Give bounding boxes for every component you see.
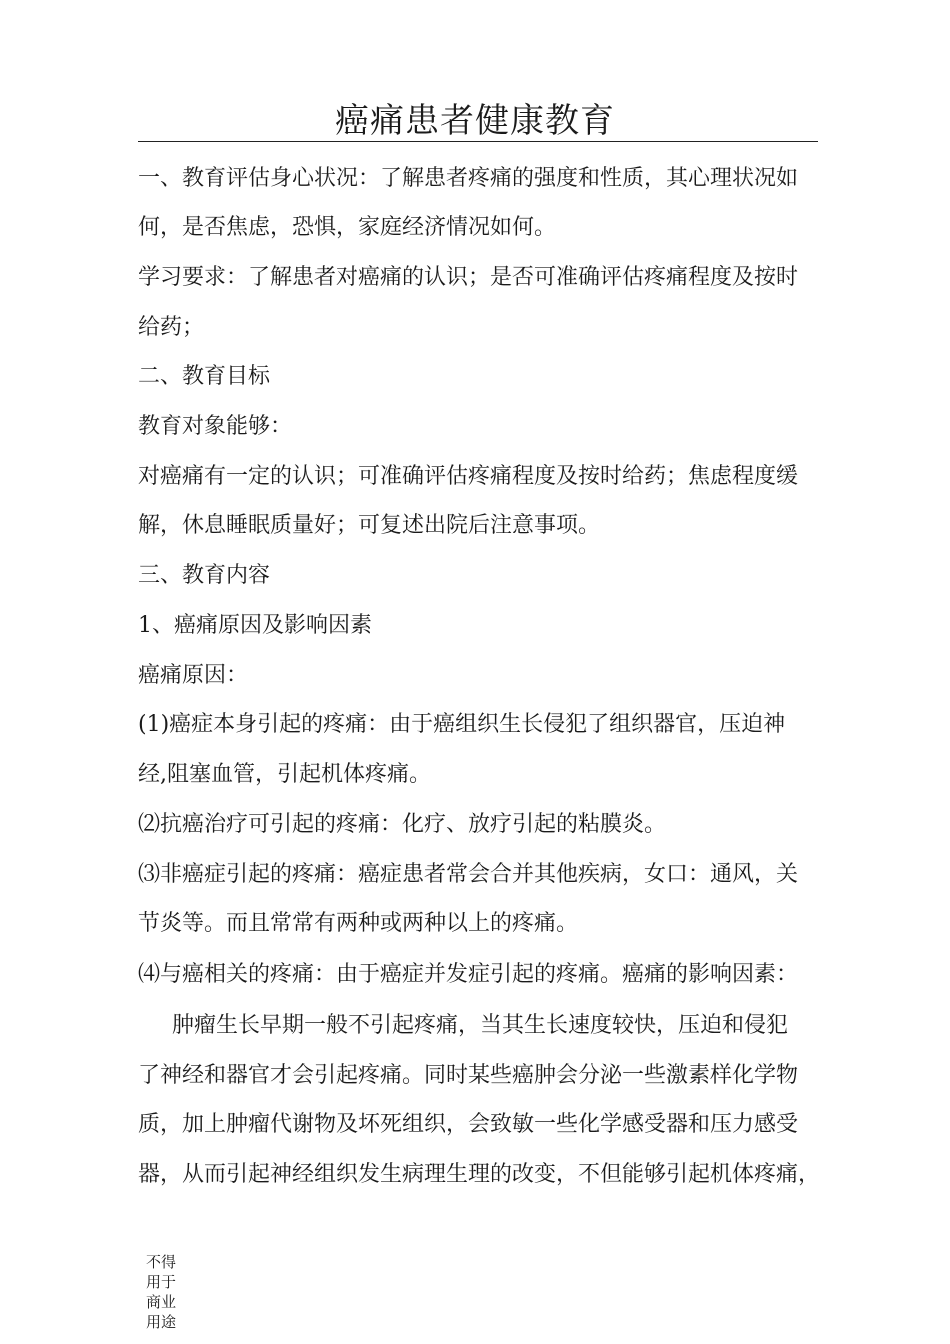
text-line-7: 对癌痛有一定的认识；可准确评估疼痛程度及按时给药；焦虑程度缓	[138, 464, 799, 489]
text-line-16: 节炎等。而且常常有两种或两种以上的疼痛。	[138, 911, 579, 936]
text-line-4: 给药；	[138, 315, 205, 340]
footer-disclaimer-line: 用途	[146, 1313, 177, 1331]
footer-disclaimer-line: 用于	[146, 1273, 177, 1291]
text-line-2: 何，是否焦虑，恐惧，家庭经济情况如何。	[138, 215, 557, 240]
text-line-17: ⑷与癌相关的疼痛：由于癌症并发症引起的疼痛。癌痛的影响因素：	[138, 962, 799, 987]
text-line-10: 1、癌痛原因及影响因素	[138, 613, 372, 638]
text-line-19: 了神经和器官才会引起疼痛。同时某些癌肿会分泌一些激素样化学物	[138, 1063, 799, 1088]
footer-disclaimer	[146, 1252, 186, 1332]
document-title: 癌痛患者健康教育	[335, 101, 615, 141]
text-line-12: (1)癌症本身引起的疼痛：由于癌组织生长侵犯了组织器官，压迫神	[138, 712, 786, 737]
text-line-9: 三、教育内容	[138, 563, 271, 588]
text-line-1: 一、教育评估身心状况：了解患者疼痛的强度和性质，其心理状况如	[138, 166, 799, 191]
text-line-6: 教育对象能够：	[138, 414, 293, 439]
text-line-20: 质，加上肿瘤代谢物及坏死组织，会致敏一些化学感受器和压力感受	[138, 1112, 799, 1137]
text-line-8: 解，休息睡眠质量好；可复述出院后注意事项。	[138, 513, 601, 538]
text-line-3: 学习要求：了解患者对癌痛的认识；是否可准确评估疼痛程度及按时	[138, 265, 799, 290]
title-underline	[138, 141, 818, 142]
footer-disclaimer-line: 商业	[146, 1293, 177, 1311]
text-line-21: 器，从而引起神经组织发生病理生理的改变，不但能够引起机体疼痛，	[138, 1162, 821, 1187]
text-line-15: ⑶非癌症引起的疼痛：癌症患者常会合并其他疾病，女口：通风，关	[138, 862, 799, 887]
text-line-5: 二、教育目标	[138, 364, 271, 389]
text-line-13: 经,阻塞血管，引起机体疼痛。	[138, 762, 431, 787]
text-line-14: ⑵抗癌治疗可引起的疼痛：化疗、放疗引起的粘膜炎。	[138, 812, 667, 837]
footer-disclaimer-line: 不得	[146, 1253, 177, 1271]
text-line-11: 癌痛原因：	[138, 663, 249, 688]
text-line-18: 肿瘤生长早期一般不引起疼痛，当其生长速度较快，压迫和侵犯	[172, 1013, 789, 1038]
